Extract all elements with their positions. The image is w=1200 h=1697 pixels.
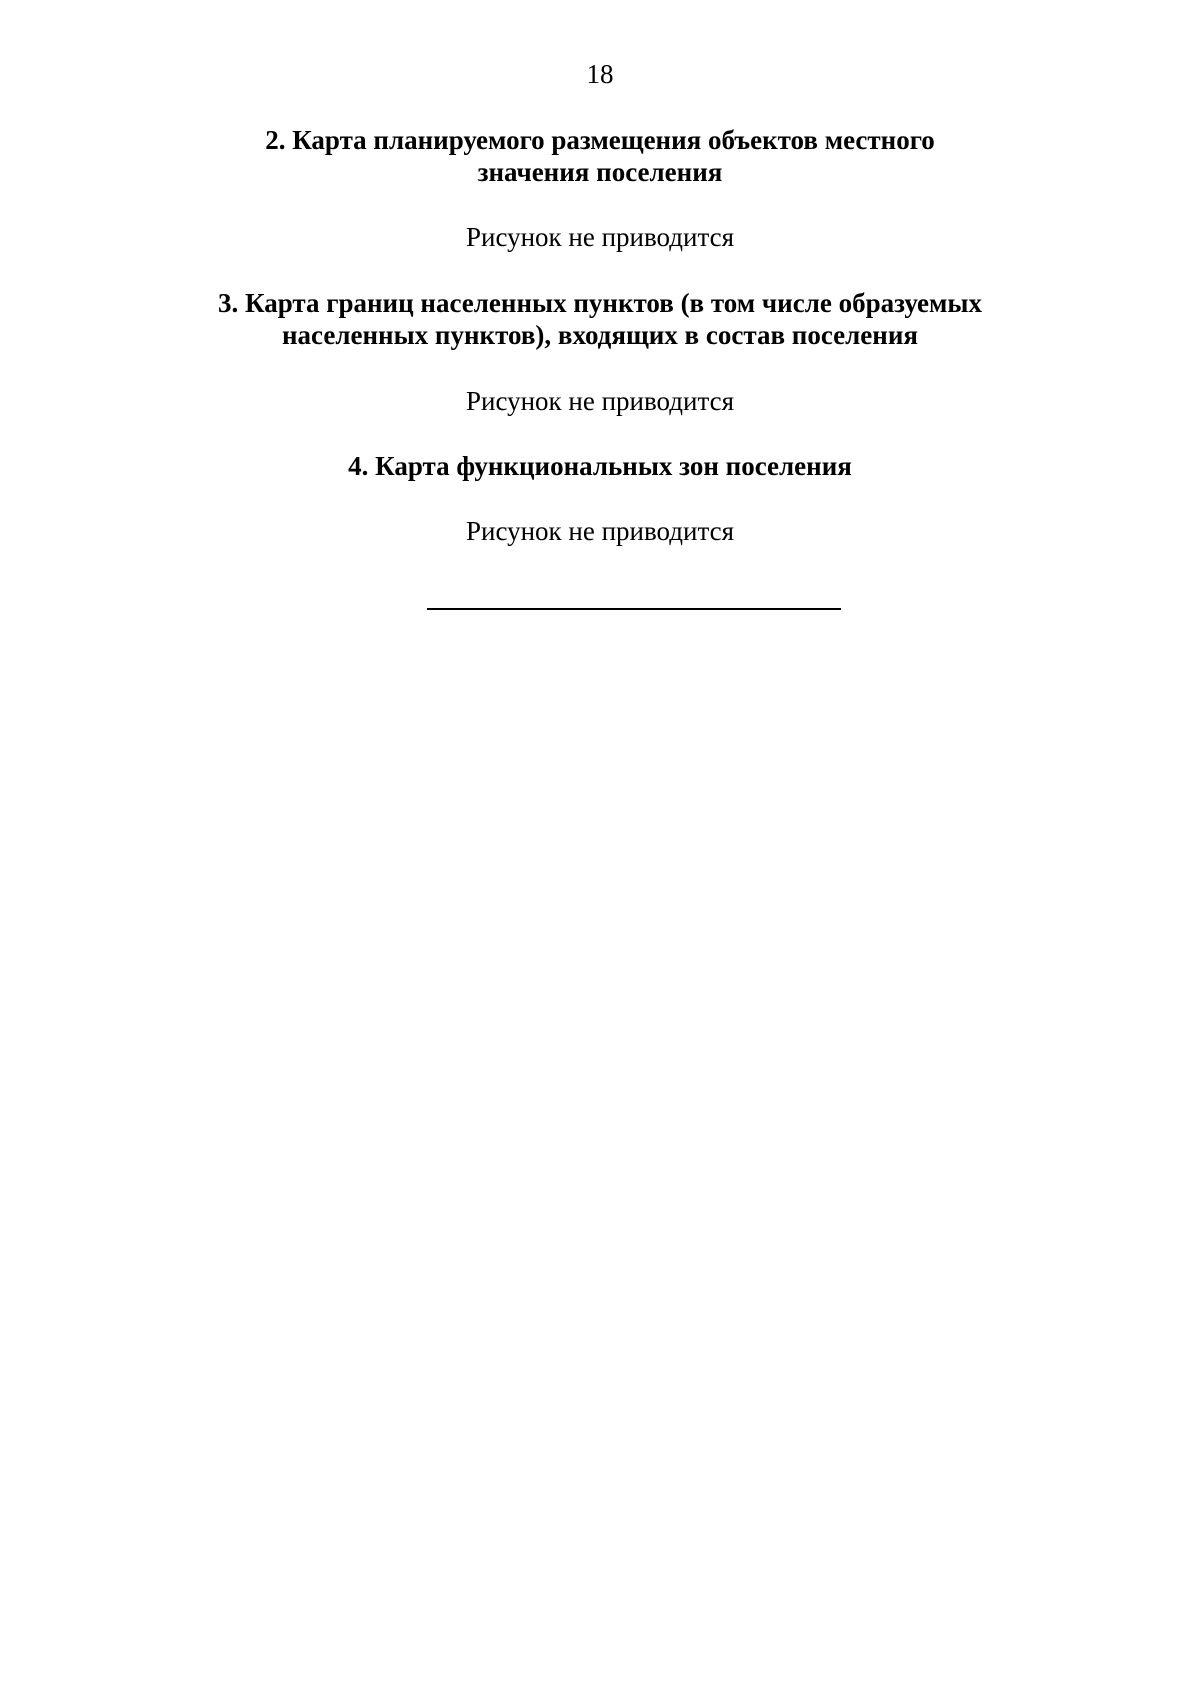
figure-omitted-note: Рисунок не приводится [466, 516, 734, 546]
section-heading-line: 3. Карта границ населенных пунктов (в том числе образуемых [217, 288, 982, 318]
section-heading-line: населенных пунктов), входящих в состав поселения [282, 320, 918, 350]
section-heading-line: значения поселения [477, 157, 723, 187]
end-of-document-rule [427, 608, 841, 610]
section-heading-3 [150, 287, 1050, 351]
section-heading-2 [150, 124, 1050, 188]
figure-omitted-note: Рисунок не приводится [466, 222, 734, 252]
section-heading-line: 2. Карта планируемого размещения объектов местного [265, 125, 935, 155]
page-number: 18 [586, 59, 614, 89]
section-heading-4 [150, 450, 1050, 482]
section-heading-line: 4. Карта функциональных зон поселения [348, 451, 852, 481]
figure-omitted-note: Рисунок не приводится [466, 386, 734, 416]
